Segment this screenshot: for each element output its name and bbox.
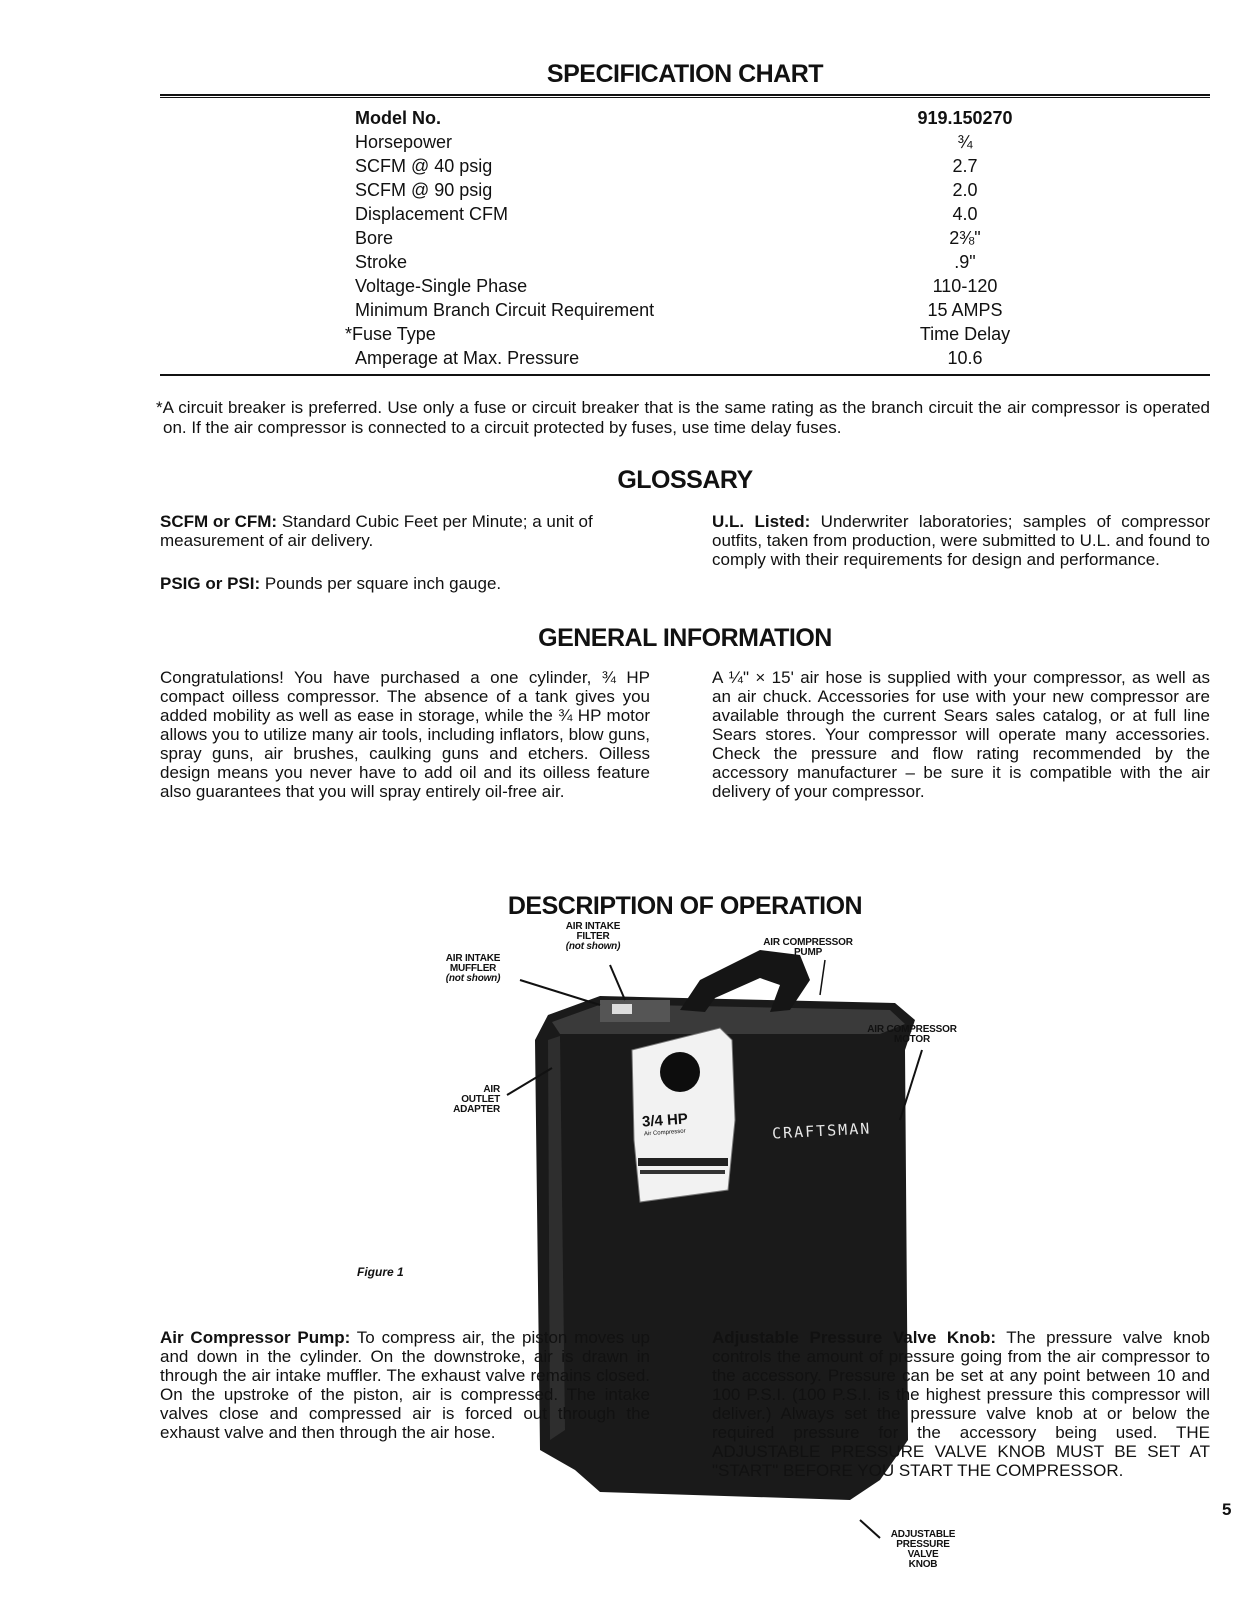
callout-line: ADJUSTABLE bbox=[890, 1529, 956, 1540]
spec-label: SCFM @ 90 psig bbox=[355, 180, 493, 200]
pump-description bbox=[160, 1328, 650, 1442]
spec-value: .9" bbox=[954, 252, 976, 272]
pump-text: To compress air, the piston moves up and down in the cylinder. On the downstroke, air is drawn in through the air intake muffler. The exhaust valve remains closed. On the upstroke of the piston, air is compressed. The intake valves close and compressed air is forced out through the exhaust valve and then through the air hose. bbox=[160, 1328, 650, 1442]
callout-line: MOTOR bbox=[893, 1034, 931, 1045]
glossary-definition: Underwriter laboratories; samples of compressor outfits, taken from production, were submitted to U.L. and found to comply with their requirements for design and performance. bbox=[712, 512, 1210, 569]
label-stripe bbox=[638, 1158, 728, 1166]
spec-value: 10.6 bbox=[947, 348, 983, 368]
knob-text: The pressure valve knob controls the amount of pressure going from the air compressor to the accessory. Pressure can be set at any point between 10 and 100 P.S.I. (100 P.S.I. is the highest pressure this compressor will deliver.) Always set the pressure valve knob at or below the required pressure for the accessory being used. THE ADJUSTABLE PRESSURE VALVE KNOB MUST BE SET AT "START" BEFORE YOU START THE COMPRESSOR. bbox=[712, 1328, 1210, 1480]
spec-title: SPECIFICATION CHART bbox=[546, 60, 824, 88]
callout-line: AIR COMPRESSOR bbox=[763, 937, 853, 948]
callout-line: OUTLET bbox=[461, 1094, 500, 1105]
pressure-gauge bbox=[660, 1052, 700, 1092]
spec-value: 2.7 bbox=[952, 156, 978, 176]
spec-label: Bore bbox=[355, 228, 394, 248]
callout-outlet-adapter bbox=[420, 1085, 500, 1115]
figure-label: Figure 1 bbox=[357, 1265, 404, 1279]
leader-line-muffler bbox=[520, 980, 600, 1005]
general-info-left: Congratulations! You have purchased a one cylinder, ¾ HP compact oilless compressor. The absence of a tank gives you added mobility as well as ease in storage, while the ¾ HP motor allows you to utilize many air tools, including inflators, blow guns, spray guns, air brushes, caulking guns and etchers. Oilless design means you never have to add oil and its oilless feature also guarantees that you will spray entirely oil-free air. bbox=[160, 668, 650, 801]
brand-logo: CRAFTSMAN bbox=[771, 1119, 872, 1143]
spec-value: 15 AMPS bbox=[927, 300, 1003, 320]
callout-line: FILTER bbox=[576, 931, 610, 942]
general-info-title: GENERAL INFORMATION bbox=[538, 624, 832, 652]
glossary-term: U.L. Listed: bbox=[712, 512, 811, 531]
callout-line: PRESSURE bbox=[896, 1539, 950, 1550]
callout-line: ADAPTER bbox=[453, 1104, 500, 1115]
spec-value: 2.0 bbox=[952, 180, 978, 200]
callout-note: (not shown) bbox=[565, 941, 621, 952]
knob-term: Adjustable Pressure Valve Knob: bbox=[712, 1328, 996, 1347]
product-label-sub: Air Compressor bbox=[643, 1128, 686, 1138]
callout-pressure-knob bbox=[868, 1530, 978, 1570]
leader-line-pump bbox=[820, 960, 825, 995]
spec-value: 2⅜" bbox=[949, 228, 981, 248]
label-stripe bbox=[640, 1170, 725, 1174]
glossary-title: GLOSSARY bbox=[617, 466, 753, 494]
callout-line: AIR bbox=[483, 1084, 500, 1095]
spec-label: Horsepower bbox=[355, 132, 453, 152]
pump-cover bbox=[600, 1000, 670, 1022]
callout-line: MUFFLER bbox=[449, 963, 497, 974]
spec-label: Displacement CFM bbox=[355, 204, 509, 224]
callout-line: PUMP bbox=[793, 947, 823, 958]
callout-line: AIR INTAKE bbox=[565, 921, 621, 932]
product-label-hp: 3/4 HP bbox=[641, 1110, 689, 1131]
callout-line: KNOB bbox=[908, 1559, 938, 1570]
spec-label: Voltage-Single Phase bbox=[355, 276, 528, 296]
spec-footnote: *A circuit breaker is preferred. Use only a fuse or circuit breaker that is the same rating as the branch circuit the air compressor is operated on. If the air compressor is connected to a circuit protected by fuses, use time delay fuses. bbox=[156, 398, 1210, 437]
spec-label: *Fuse Type bbox=[345, 324, 436, 344]
spec-value: Time Delay bbox=[919, 324, 1011, 344]
spec-label: Model No. bbox=[355, 108, 441, 128]
callout-line: VALVE bbox=[907, 1549, 939, 1560]
glossary-definition: Pounds per square inch gauge. bbox=[260, 574, 502, 593]
pump-vent bbox=[612, 1004, 632, 1014]
callout-line: AIR INTAKE bbox=[445, 953, 501, 964]
knob-description bbox=[712, 1328, 1210, 1480]
callout-note: (not shown) bbox=[445, 973, 501, 984]
callout-line: AIR COMPRESSOR bbox=[867, 1024, 957, 1035]
spec-value: 110-120 bbox=[932, 276, 998, 296]
spec-label: Stroke bbox=[355, 252, 408, 272]
spec-value: ¾ bbox=[957, 132, 973, 152]
callout-pump bbox=[738, 938, 878, 958]
leader-line-filter bbox=[610, 965, 625, 1000]
page-number: 5 bbox=[1222, 1500, 1232, 1519]
spec-value: 919.150270 bbox=[917, 108, 1013, 128]
callout-motor bbox=[842, 1025, 982, 1045]
operation-title: DESCRIPTION OF OPERATION bbox=[507, 892, 863, 920]
glossary-term: PSIG or PSI: bbox=[160, 574, 261, 593]
callout-intake-muffler bbox=[428, 954, 518, 984]
glossary-term: SCFM or CFM: bbox=[160, 512, 278, 531]
spec-label: Amperage at Max. Pressure bbox=[355, 348, 580, 368]
glossary-definition: Standard Cubic Feet per Minute; a unit of measurement of air delivery. bbox=[160, 512, 593, 550]
spec-label: SCFM @ 40 psig bbox=[355, 156, 493, 176]
spec-label: Minimum Branch Circuit Requirement bbox=[355, 300, 655, 320]
general-info-right: A ¼" × 15' air hose is supplied with your compressor, as well as an air chuck. Accessories for use with your new compressor are available through the current Sears sales catalog, or at full line Sears stores. Your compressor will operate many accessories. Check the pressure and flow rating recommended by the accessory manufacturer – be sure it is compatible with the air delivery of your compressor. bbox=[712, 668, 1210, 801]
callout-intake-filter bbox=[548, 922, 638, 952]
spec-value: 4.0 bbox=[952, 204, 978, 224]
pump-term: Air Compressor Pump: bbox=[160, 1328, 351, 1347]
